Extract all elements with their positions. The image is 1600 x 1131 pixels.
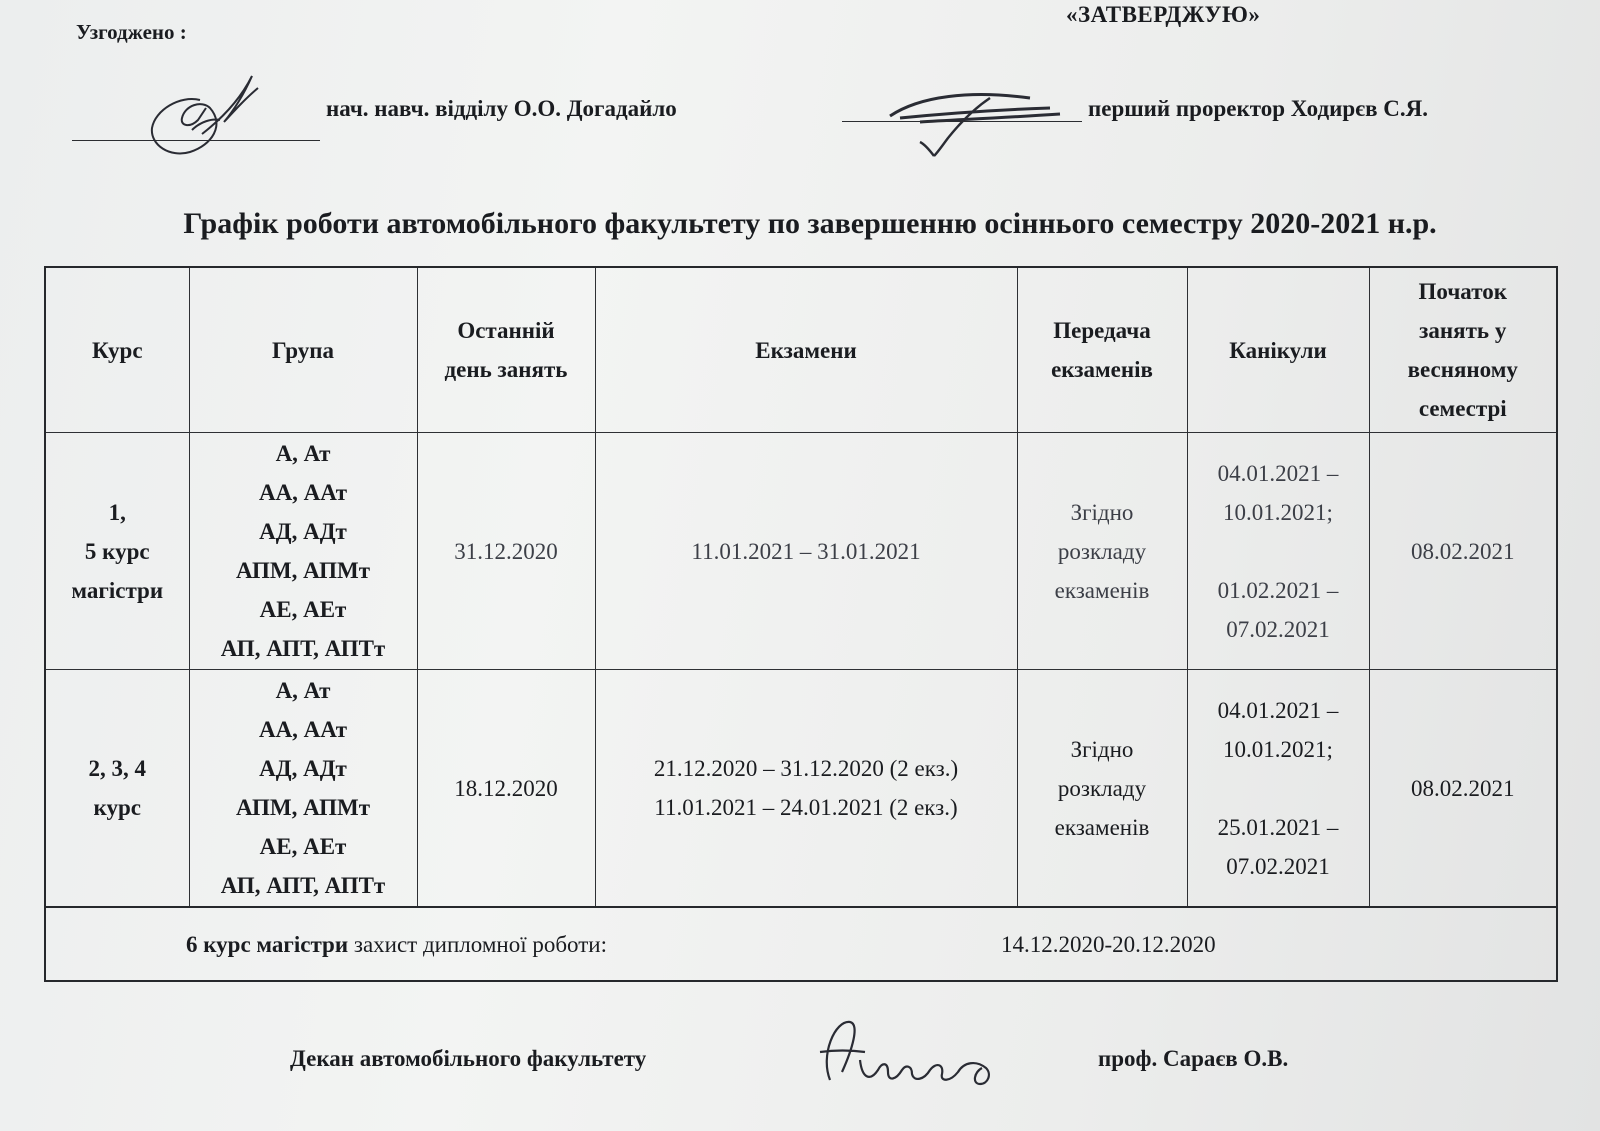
header-group: Група	[189, 267, 417, 433]
left-official: нач. навч. відділу О.О. Догадайло	[326, 96, 677, 121]
document-title: Графік роботи автомобільного факультету по завершенню осіннього семестру 2020-2021 н.р.	[183, 207, 1437, 240]
agreed-label: Узгоджено :	[76, 20, 187, 44]
cell-spring-start: 08.02.2021	[1369, 433, 1557, 670]
cell-course: 2, 3, 4 курс	[45, 670, 189, 908]
footnote-text: захист дипломної роботи:	[348, 931, 607, 957]
cell-holidays: 04.01.2021 – 10.01.2021; 01.02.2021 – 07.02.2021	[1187, 433, 1369, 670]
cell-last-day: 18.12.2020	[417, 670, 595, 908]
table-footnote-row	[45, 907, 1557, 981]
header-last-day: Останній день занять	[417, 267, 595, 433]
cell-groups: А, Ат АА, ААт АД, АДт АПМ, АПМт АЕ, АЕт АП, АПТ, АПТт	[189, 670, 417, 908]
table-row	[45, 670, 1557, 908]
right-official: перший проректор Ходирєв С.Я.	[1088, 96, 1429, 121]
approve-label: «ЗАТВЕРДЖУЮ»	[1066, 2, 1261, 27]
header-course: Курс	[45, 267, 189, 433]
cell-holidays: 04.01.2021 – 10.01.2021; 25.01.2021 – 07.02.2021	[1187, 670, 1369, 908]
signature-line-left	[72, 140, 320, 141]
cell-groups: А, Ат АА, ААт АД, АДт АПМ, АПМт АЕ, АЕт АП, АПТ, АПТт	[189, 433, 417, 670]
header-holidays: Канікули	[1187, 267, 1369, 433]
footnote-label: 6 курс магістри	[186, 931, 349, 957]
header-retake: Передача екзаменів	[1017, 267, 1187, 433]
table-header-row	[45, 267, 1557, 433]
dean-name: проф. Сараєв О.В.	[1098, 1046, 1289, 1071]
header-exams: Екзамени	[595, 267, 1017, 433]
cell-exams: 11.01.2021 – 31.01.2021	[595, 433, 1017, 670]
cell-retake: Згідно розкладу екзаменів	[1017, 670, 1187, 908]
dean-label: Декан автомобільного факультету	[290, 1046, 647, 1071]
signature-left-icon	[140, 70, 270, 165]
cell-retake: Згідно розкладу екзаменів	[1017, 433, 1187, 670]
dean-signature-icon	[790, 1010, 1010, 1100]
schedule-table	[44, 266, 1558, 982]
cell-spring-start: 08.02.2021	[1369, 670, 1557, 908]
cell-footnote	[45, 907, 1557, 981]
footnote-dates: 14.12.2020-20.12.2020	[1001, 931, 1216, 957]
cell-last-day: 31.12.2020	[417, 433, 595, 670]
cell-exams: 21.12.2020 – 31.12.2020 (2 екз.) 11.01.2021 – 24.01.2021 (2 екз.)	[595, 670, 1017, 908]
header-spring-start: Початок занять у весняному семестрі	[1369, 267, 1557, 433]
table-row	[45, 433, 1557, 670]
cell-course: 1, 5 курс магістри	[45, 433, 189, 670]
signature-line-right	[842, 121, 1082, 122]
